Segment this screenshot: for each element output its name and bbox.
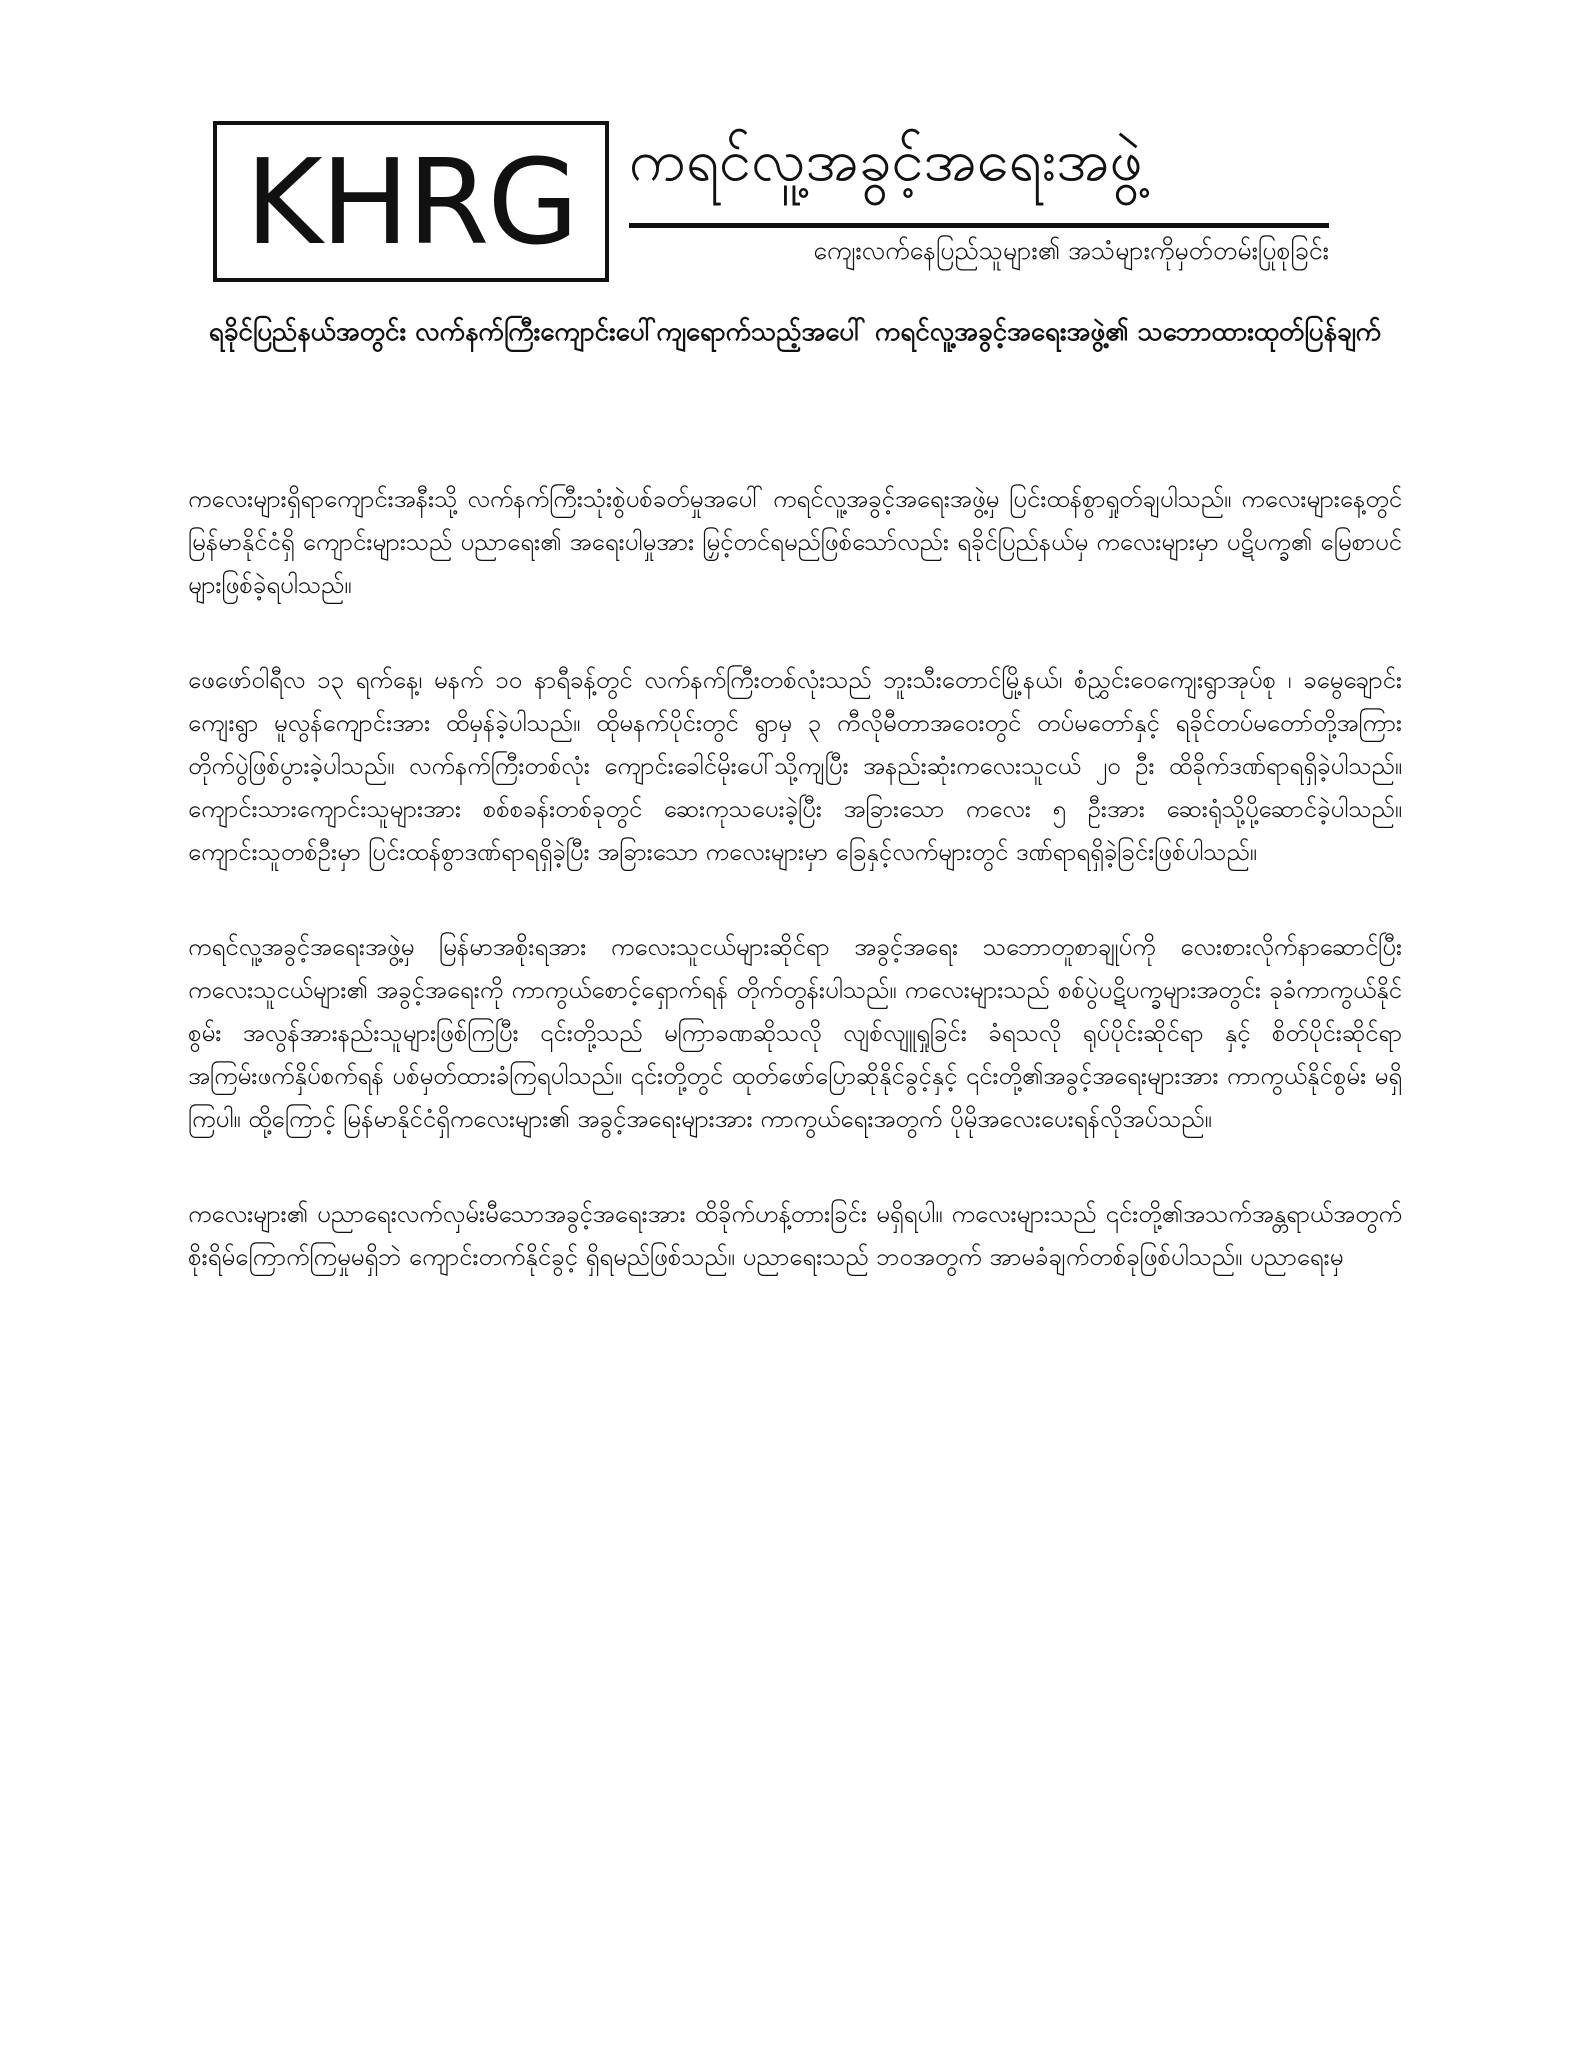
paragraph-3: ကရင်လူ့အခွင့်အရေးအဖွဲ့မှ မြန်မာအစိုးရအား ကလေးသူငယ်များဆိုင်ရာ အခွင့်အရေး သဘောတူစာချုပ်ကို လေးစားလိုက်နာဆောင်ပြီး ကလေးသူငယ်များ၏ အခွင့်အရေးကို ကာကွယ်စောင့်ရှောက်ရန် တိုက်တွန်းပါသည်။ ကလေးများသည် စစ်ပွဲပဋိပက္ခများအတွင်း ခုခံကာကွယ်နိုင်စွမ်း အလွန်အားနည်းသူများဖြစ်ကြပြီး ၎င်းတို့သည် မကြာခဏဆိုသလို လျစ်လျူရှုခြင်း ခံရသလို ရုပ်ပိုင်းဆိုင်ရာ နှင့် စိတ်ပိုင်းဆိုင်ရာ အကြမ်းဖက်နှိပ်စက်ရန် ပစ်မှတ်ထားခံကြရပါသည်။ ၎င်းတို့တွင် ထုတ်ဖော်ပြောဆိုနိုင်ခွင့်နှင့် ၎င်းတို့၏အခွင့်အရေးများအား ကာကွယ်နိုင်စွမ်း မရှိကြပါ။ ထို့ကြောင့် မြန်မာနိုင်ငံရှိကလေးများ၏ အခွင့်အရေးများအား ကာကွယ်ရေးအတွက် ပိုမိုအလေးပေးရန်လိုအပ်သည်။: [188, 933, 1402, 1133]
document-body: [188, 478, 1402, 1331]
paragraph-2: ဖေဖော်ဝါရီလ ၁၃ ရက်နေ့၊ မနက် ၁၀ နာရီခန့်တွင် လက်နက်ကြီးတစ်လုံးသည် ဘူးသီးတောင်မြို့နယ်၊ စံညွှင်းဝေကျေးရွာအုပ်စု ၊ ခမွေချောင်းကျေးရွာ မူလွန်ကျောင်းအား ထိမှန်ခဲ့ပါသည်။ ထိုမနက်ပိုင်းတွင် ရွာမှ ၃ ကီလိုမီတာအဝေးတွင် တပ်မတော်နှင့် ရခိုင်တပ်မတော်တို့အကြား တိုက်ပွဲဖြစ်ပွားခဲ့ပါသည်။ လက်နက်ကြီးတစ်လုံး ကျောင်းခေါင်မိုးပေါ်သို့ကျပြီး အနည်းဆုံးကလေးသူငယ် ၂၀ ဦး ထိခိုက်ဒဏ်ရာရရှိခဲ့ပါသည်။ ကျောင်းသားကျောင်းသူများအား စစ်စခန်းတစ်ခုတွင် ဆေးကုသပေးခဲ့ပြီး အခြားသော ကလေး ၅ ဦးအား ဆေးရုံသို့ပို့ဆောင်ခဲ့ပါသည်။ ကျောင်းသူတစ်ဦးမှာ ပြင်းထန်စွာဒဏ်ရာရရှိခဲ့ပြီး အခြားသော ကလေးများမှာ ခြေနှင့်လက်များတွင် ဒဏ်ရာရရှိခဲ့ခြင်းဖြစ်ပါသည်။: [188, 666, 1402, 866]
organization-name: ကရင်လူ့အခွင့်အရေးအဖွဲ့: [629, 126, 1143, 194]
paragraph-4: ကလေးများ၏ ပညာရေးလက်လှမ်းမီသောအခွင့်အရေးအား ထိခိုက်ဟန့်တားခြင်း မရှိရပါ။ ကလေးများသည် ၎င်းတို့၏အသက်အန္တရာယ်အတွက် စိုးရိမ်ကြောက်ကြမှုမရှိဘဲ ကျောင်းတက်နိုင်ခွင့် ရှိရမည်ဖြစ်သည်။ ပညာရေးသည် ဘဝအတွက် အာမခံချက်တစ်ခုဖြစ်ပါသည်။ ပညာရေးမှ: [188, 1200, 1402, 1271]
letterhead-rule: [629, 223, 1329, 228]
letterhead: [213, 121, 1333, 286]
paragraph-1: ကလေးများရှိရာကျောင်းအနီးသို့ လက်နက်ကြီးသုံးစွဲပစ်ခတ်မှုအပေါ် ကရင်လူ့အခွင့်အရေးအဖွဲ့မှ ပြင်းထန်စွာရှုတ်ချပါသည်။ ကလေးများနေ့တွင် မြန်မာနိုင်ငံရှိ ကျောင်းများသည် ပညာရေး၏ အရေးပါမှုအား မြှင့်တင်ရမည်ဖြစ်သော်လည်း ရခိုင်ပြည်နယ်မှ ကလေးများမှာ ပဋိပက္ခ၏ မြေစာပင်များဖြစ်ခဲ့ရပါသည်။: [188, 485, 1402, 599]
khrg-logo-box: [213, 121, 609, 282]
document-title: ရခိုင်ပြည်နယ်အတွင်း လက်နက်ကြီးကျောင်းပေါ်ကျရောက်သည့်အပေါ် ကရင်လူ့အခွင့်အရေးအဖွဲ့၏ သဘောထားထုတ်ပြန်ချက်: [208, 317, 1382, 347]
khrg-logo-text: KHRG: [245, 132, 577, 271]
organization-tagline: ကျေးလက်နေပြည်သူများ၏ အသံများကိုမှတ်တမ်းပြုစုခြင်း: [813, 236, 1329, 265]
